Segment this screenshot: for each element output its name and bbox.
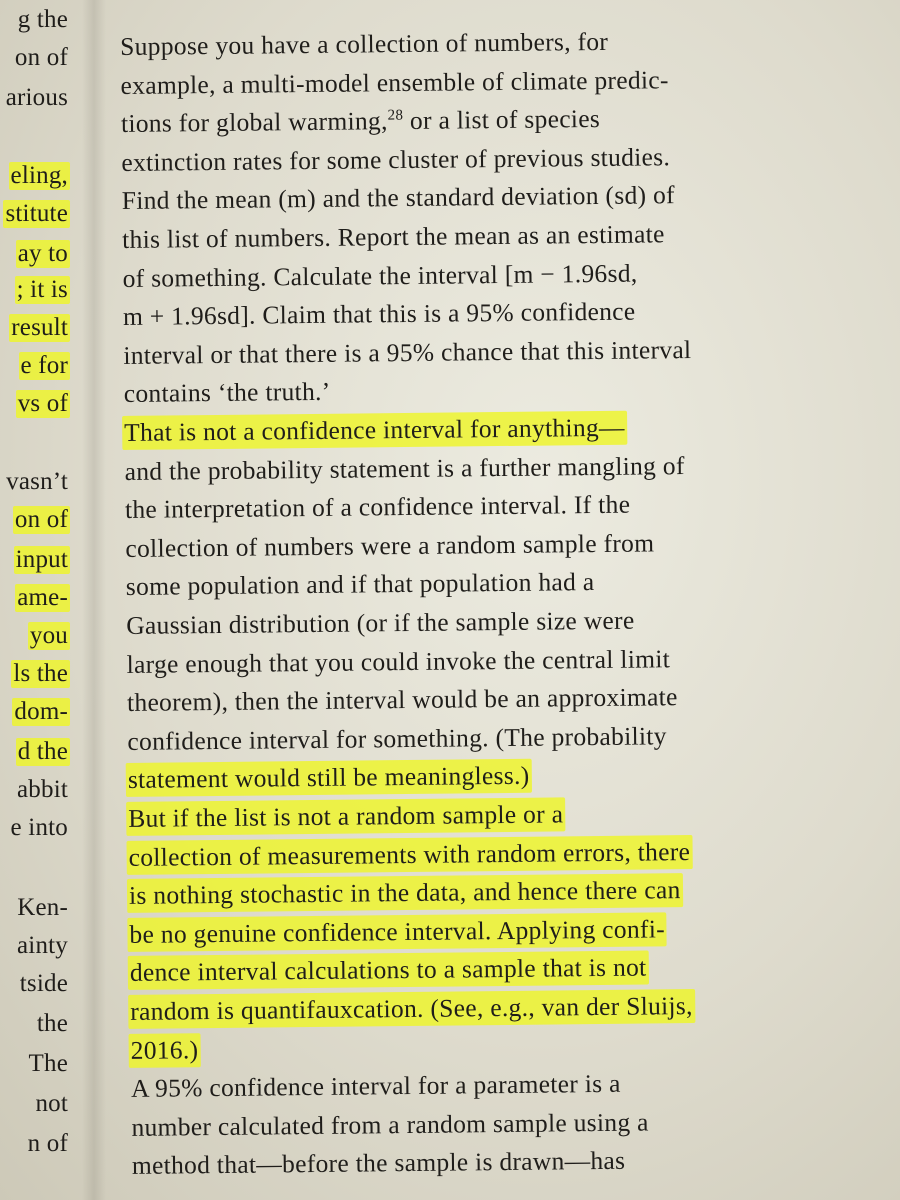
left-page-fragment: e into: [10, 814, 68, 841]
left-page-fragment: ay to: [17, 240, 68, 267]
text-line-content: dence interval calculations to a sample that is not: [129, 952, 647, 988]
text-line-content: tions for global warming,: [120, 106, 388, 139]
footnote-marker: 28: [387, 107, 404, 124]
left-page-fragment: tside: [19, 970, 68, 997]
text-line-content: collection of numbers were a random sample from: [125, 528, 655, 563]
text-line-content: statement would still be meaningless.): [127, 761, 530, 795]
text-line-content: random is quantifauxcation. (See, e.g., van der Sluijs,: [130, 991, 693, 1026]
left-page-fragment: d the: [17, 738, 68, 765]
text-line-content: theorem), then the interval would be an approximate: [126, 682, 678, 718]
text-line: [121, 333, 693, 373]
text-line: [129, 1033, 201, 1068]
text-line-content: and the probability statement is a further mangling of: [124, 450, 685, 486]
left-page-fragment: vasn’t: [6, 468, 68, 495]
text-line: [120, 217, 667, 257]
left-page-fragment: eling,: [10, 162, 68, 189]
main-text-column: [118, 23, 780, 1181]
text-line-content: That is not a confidence interval for anything—: [124, 412, 625, 447]
text-line-continuation: or a list of species: [403, 104, 601, 136]
text-line-content: confidence interval for something. (The probability: [127, 721, 667, 756]
text-line: [119, 140, 672, 180]
text-line-content: number calculated from a random sample using a: [131, 1107, 649, 1142]
left-page-fragment: n of: [27, 1130, 68, 1157]
text-line: [124, 604, 637, 643]
left-page-fragment: on of: [14, 506, 68, 533]
text-line: [128, 951, 649, 990]
left-page-fragment: dom-: [14, 698, 68, 725]
left-page-fragment: vs of: [17, 390, 68, 417]
left-page-fragment: not: [35, 1090, 68, 1117]
text-line-content: contains ‘the truth.’: [123, 377, 331, 409]
text-line: [124, 642, 672, 682]
left-page-fragment: the: [36, 1010, 68, 1037]
text-line-content: this list of numbers. Report the mean as an estimate: [122, 219, 665, 254]
text-line: [120, 256, 639, 295]
text-line: [129, 1067, 623, 1106]
text-line: [124, 565, 597, 604]
text-line: [118, 63, 670, 103]
text-line-content: be no genuine confidence interval. Applying confi-: [129, 914, 666, 949]
text-line-content: is nothing stochastic in the data, and hence there can: [128, 875, 681, 911]
text-line: [122, 411, 627, 450]
text-line-content: Find the mean (m) and the standard deviation (sd) of: [121, 180, 676, 216]
text-line-content: collection of measurements with random errors, there: [128, 836, 691, 872]
left-page-fragment: ainty: [17, 932, 68, 959]
text-line-content: extinction rates for some cluster of previous studies.: [121, 142, 671, 177]
text-line: [121, 295, 638, 334]
left-page-fragment: e for: [20, 352, 68, 379]
left-page-fragment: g the: [17, 6, 68, 33]
left-page-fragment: result: [11, 314, 68, 341]
left-page-fragment: Ken-: [17, 894, 68, 921]
text-line: [126, 759, 532, 797]
text-line: [130, 1144, 628, 1183]
text-line-content: Suppose you have a collection of numbers, for: [120, 26, 609, 61]
text-line-content: the interpretation of a confidence interval. If the: [124, 489, 631, 525]
text-line-content: interval or that there is a 95% chance that this interval: [123, 334, 692, 370]
text-line-content: m + 1.96sd]. Claim that this is a 95% confidence: [122, 296, 636, 332]
text-line: [123, 488, 633, 527]
left-page-fragment: ; it is: [16, 276, 68, 303]
text-line: [122, 449, 686, 489]
text-line-content: example, a multi-model ensemble of climate predic-: [120, 64, 669, 100]
left-page-fragment: you: [29, 622, 68, 649]
text-line: [128, 989, 695, 1029]
left-page-fragments: [0, 0, 80, 1200]
text-line-content: of something. Calculate the interval [m − 1.96sd,: [122, 258, 638, 293]
left-page-fragment: stitute: [5, 200, 68, 227]
text-line-content: 2016.): [130, 1034, 199, 1065]
text-line: [129, 1105, 651, 1144]
left-page-fragment: The: [28, 1050, 68, 1077]
text-line: [126, 797, 565, 836]
text-line: [125, 680, 680, 720]
text-line-content: Gaussian distribution (or if the sample size were: [126, 605, 635, 640]
left-page-fragment: arious: [5, 84, 68, 111]
text-line: [120, 179, 677, 219]
text-line: [118, 25, 610, 64]
left-page-fragment: input: [15, 546, 68, 573]
text-line-content: But if the list is not a random sample or a: [128, 799, 564, 833]
left-page-fragment: ls the: [13, 660, 68, 687]
text-line-content: large enough that you could invoke the central limit: [126, 643, 671, 679]
text-line: [127, 912, 667, 952]
text-line: [122, 375, 333, 411]
text-line: [125, 719, 669, 759]
text-line: [126, 835, 692, 875]
text-line-content: method that—before the sample is drawn—has: [131, 1146, 626, 1181]
left-page-fragment: ame-: [17, 584, 68, 611]
text-line: [127, 873, 683, 913]
text-line-content: A 95% confidence interval for a parameter is a: [130, 1068, 621, 1104]
text-line-content: some population and if that population had a: [125, 567, 595, 602]
left-page-fragment: abbit: [17, 776, 68, 803]
text-line: [119, 102, 602, 141]
left-page-fragment: on of: [14, 44, 68, 71]
text-line: [123, 526, 656, 566]
page-gutter-shadow: [82, 0, 106, 1200]
